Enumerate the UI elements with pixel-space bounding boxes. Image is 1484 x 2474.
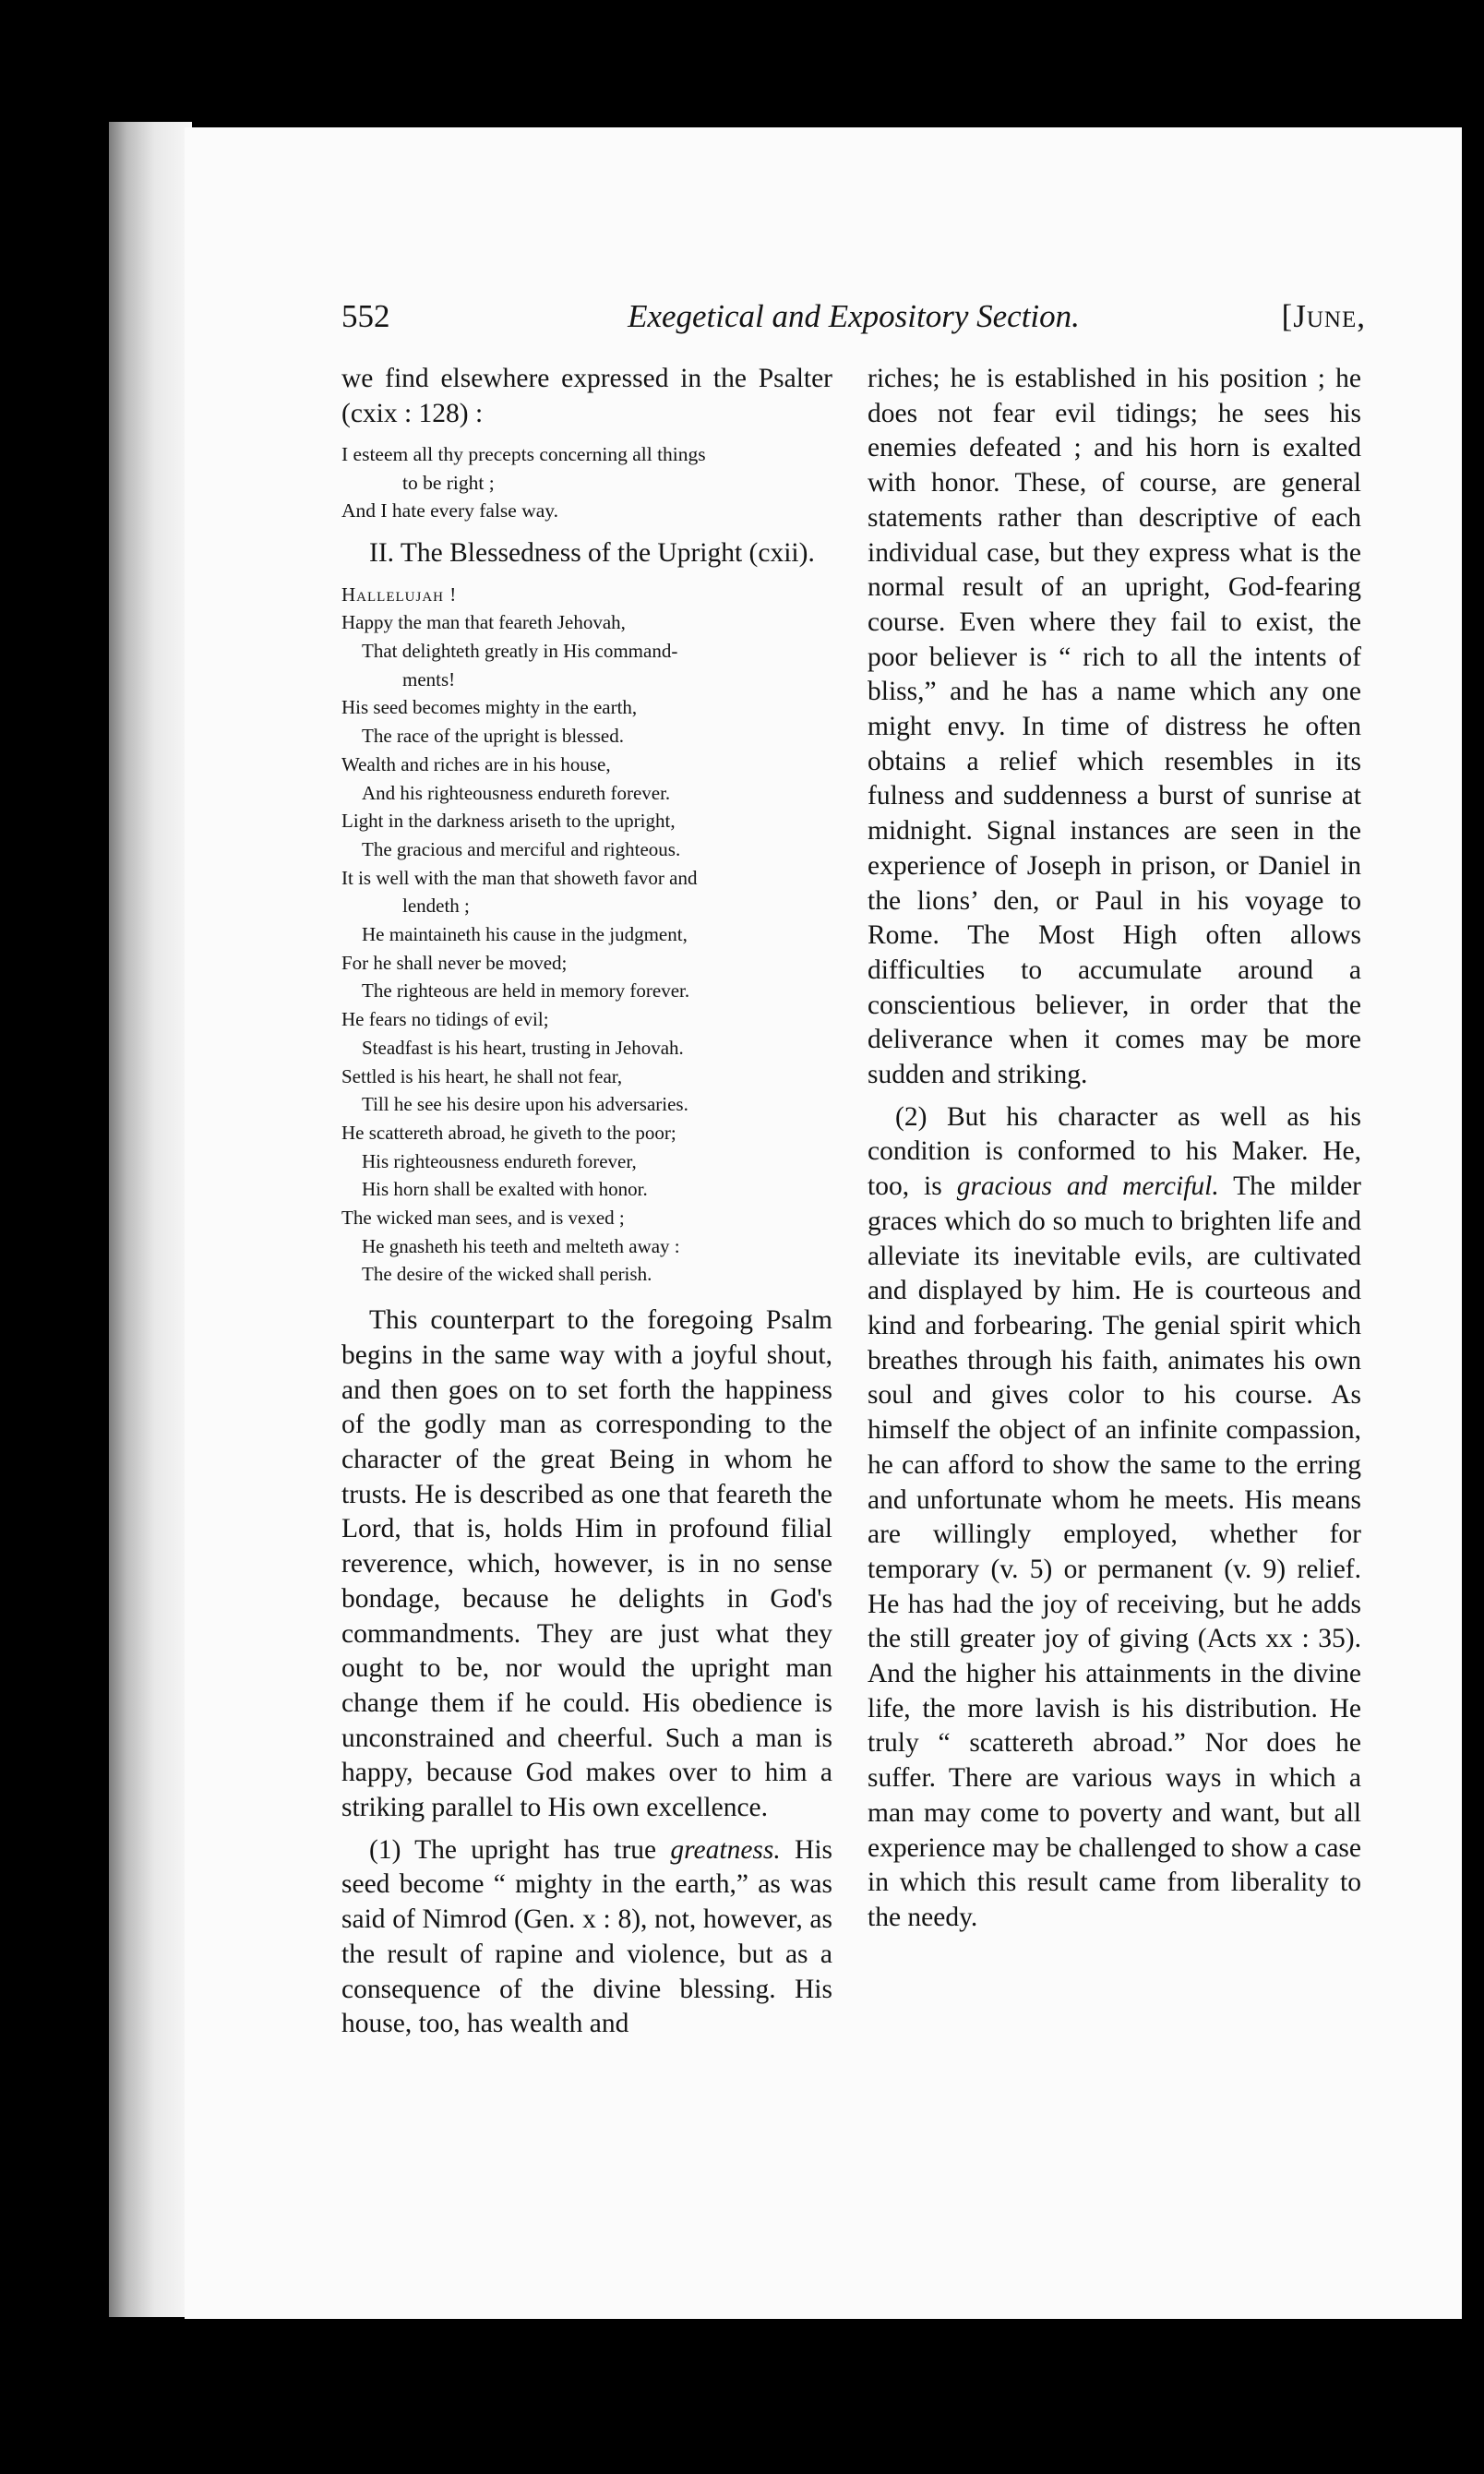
psalm-text <box>341 581 832 1290</box>
poem-line: For he shall never be moved; <box>341 951 568 974</box>
book-page <box>185 127 1462 2319</box>
poem-line: ments! <box>402 667 456 691</box>
running-title: Exegetical and Expository Section. <box>628 298 1080 334</box>
poem-line: The righteous are held in memory forever. <box>362 979 690 1003</box>
paragraph: This counterpart to the foregoing Psalm begins in the same way with a joyful shout, and then goes on to set forth the happiness of the godly man as corresponding to the character of the great Being in whom he trusts. He is described as one that feareth the Lord, that is, holds Him in profound filial reverence, which, however, is in no sense bondage, because he delights in God's commandments. They are just what they ought to be, nor would the upright man change them if he could. His obedience is unconstrained and cheerful. Such a man is happy, because God makes over to him a striking parallel to His own excellence. <box>341 1305 832 1823</box>
poem-line: The wicked man sees, and is vexed ; <box>341 1207 625 1230</box>
paragraph <box>868 1100 1361 1936</box>
poem-line: Settled is his heart, he shall not fear, <box>341 1064 623 1087</box>
poem-line: Light in the darkness ariseth to the upright, <box>341 810 676 833</box>
quote-line: And I hate every false way. <box>341 499 558 522</box>
poem-line: The desire of the wicked shall perish. <box>362 1263 652 1286</box>
poem-line: His righteousness endureth forever, <box>362 1149 637 1172</box>
poem-line: It is well with the man that showeth favor and <box>341 866 698 889</box>
intro-text: we find elsewhere expressed in the Psalter (cxix : 128) : <box>341 364 832 428</box>
header-month: [June, <box>1281 298 1366 334</box>
paragraph-text: The milder graces which do so much to brighten life and alleviate its inevitable evils, are cultivated and displayed by him. He is courteous and kind and forbearing. The genial spirit which breathes through his faith, animates his own soul and gives color to his course. As himself the object of an infinite compassion, he can afford to show the same to the erring and unfortunate whom he meets. His means are willingly employed, whether for temporary (v. 5) or permanent (v. 9) relief. He has had the joy of receiving, but he adds the still greater joy of giving (Acts xx : 35). And the higher his attainments in the divine life, the more lavish is his distribution. He truly “ scattereth abroad.” Nor does he suffer. There are various ways in which a man may come to poverty and want, but all experience may be challenged to show a case in which this result came from liberality to the needy. <box>868 1171 1361 1932</box>
page-header <box>341 289 1366 344</box>
quote-line: I esteem all thy precepts concerning all things <box>341 443 706 466</box>
paragraph-text: (1) The upright has true <box>369 1834 671 1865</box>
poem-line: Steadfast is his heart, trusting in Jehovah. <box>362 1036 684 1059</box>
page-number: 552 <box>341 298 390 334</box>
right-column <box>868 362 1361 1936</box>
poem-line: Till he see his desire upon his adversaries. <box>362 1093 688 1116</box>
page-edge-shadow <box>109 122 192 2317</box>
poem-line: His seed becomes mighty in the earth, <box>341 696 638 719</box>
poem-line: He scattereth abroad, he giveth to the poor; <box>341 1121 676 1144</box>
paragraph <box>341 1833 832 2042</box>
paragraph: riches; he is established in his position ; he does not fear evil tidings; he sees his enemies defeated ; and his horn is exalted with honor. These, of course, are general statements rather than descriptive of each individual case, but they express what is the normal result of an upright, God-fearing course. Even where they fail to exist, the poor believer is “ rich to all the intents of bliss,” and he has a name which any one might envy. In time of distress he often obtains a relief which resembles in its fulness and suddenness a burst of sunrise at midnight. Signal instances are seen in the experience of Joseph in prison, or Daniel in the lions’ den, or Paul in his voyage to Rome. The Most High often allows difficulties to accumulate around a conscientious believer, in order that the deliverance when it comes may be more sudden and striking. <box>868 364 1361 1090</box>
block-quote <box>341 440 832 525</box>
section-heading: II. The Blessedness of the Upright (cxii). <box>369 537 815 568</box>
poem-line: lendeth ; <box>402 895 470 918</box>
poem-line: He maintaineth his cause in the judgment, <box>362 923 688 946</box>
poem-line: And his righteousness endureth forever. <box>362 781 671 804</box>
poem-line: Wealth and riches are in his house, <box>341 752 611 775</box>
poem-line: Hallelujah ! <box>341 582 458 606</box>
poem-line: His horn shall be exalted with honor. <box>362 1178 648 1201</box>
quote-line: to be right ; <box>402 471 495 494</box>
poem-line: That delighteth greatly in His command- <box>362 640 678 663</box>
poem-line: He fears no tidings of evil; <box>341 1008 549 1031</box>
poem-line: Happy the man that feareth Jehovah, <box>341 611 626 634</box>
left-column <box>341 362 832 2042</box>
emphasis-text: greatness. <box>670 1834 781 1865</box>
paragraph-text: His seed become “ mighty in the earth,” as was said of Nimrod (Gen. x : 8), not, however, as the result of rapine and violence, but as a consequence of the divine blessing. His house, too, has wealth and <box>341 1834 832 2039</box>
poem-line: The gracious and merciful and righteous. <box>362 837 681 860</box>
emphasis-text: gracious and merciful. <box>956 1171 1219 1202</box>
poem-line: He gnasheth his teeth and melteth away : <box>362 1234 680 1257</box>
poem-line: The race of the upright is blessed. <box>362 725 624 748</box>
paragraph-text: (2) But his character as well as his condition is conformed to his Maker. He, too, is <box>868 1101 1361 1202</box>
